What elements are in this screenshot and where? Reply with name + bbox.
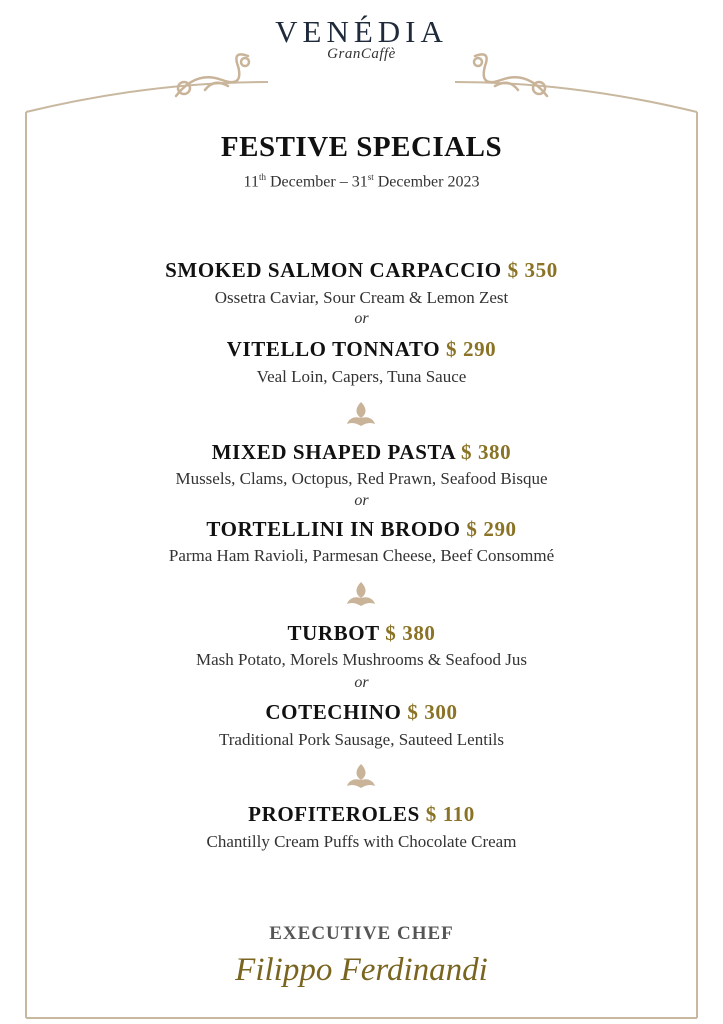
fleur-flourish-icon [345, 400, 377, 428]
chef-signature: Filippo Ferdinandi [235, 952, 488, 988]
or-separator: or [354, 674, 369, 691]
chef-label: EXECUTIVE CHEF [269, 923, 454, 944]
menu-item-description: Ossetra Caviar, Sour Cream & Lemon Zest [214, 288, 509, 307]
menu-item-description: Traditional Pork Sausage, Sauteed Lentils [218, 730, 505, 749]
menu-item-description: Parma Ham Ravioli, Parmesan Cheese, Beef Consommé [168, 546, 555, 565]
menu-item-description: Mash Potato, Morels Mushrooms & Seafood Jus [195, 650, 528, 669]
menu-item-price: $ 300 [407, 700, 458, 724]
menu-item-price: $ 110 [425, 802, 475, 826]
fleur-flourish-icon [345, 580, 377, 608]
menu-item-title: MIXED SHAPED PASTA $ 380 [211, 440, 512, 464]
menu-title: FESTIVE SPECIALS [220, 131, 503, 163]
fleur-flourish-icon [345, 762, 377, 790]
menu-item-title: PROFITEROLES $ 110 [248, 802, 475, 826]
menu-item-title: TORTELLINI IN BRODO $ 290 [206, 517, 517, 541]
brand-subtitle: GranCaffè [327, 46, 396, 62]
menu-item-price: $ 290 [466, 517, 517, 541]
or-separator: or [354, 492, 369, 509]
menu-dates: 11th December – 31st December 2023 [243, 172, 480, 191]
menu-item-price: $ 380 [385, 621, 436, 645]
brand-name: VENÉDIA [275, 14, 448, 49]
menu-item-description: Chantilly Cream Puffs with Chocolate Cream [206, 832, 517, 851]
menu-item-title: VITELLO TONNATO $ 290 [226, 337, 497, 361]
menu-item-title: TURBOT $ 380 [287, 621, 436, 645]
menu-item-price: $ 290 [446, 337, 497, 361]
or-separator: or [354, 310, 369, 327]
menu-item-title: SMOKED SALMON CARPACCIO $ 350 [165, 258, 558, 282]
menu-item-price: $ 350 [507, 258, 558, 282]
menu-item-title: COTECHINO $ 300 [265, 700, 458, 724]
brand-header [0, 14, 723, 63]
menu-item-description: Mussels, Clams, Octopus, Red Prawn, Seafood Bisque [175, 469, 548, 488]
menu-item-price: $ 380 [461, 440, 512, 464]
menu-item-description: Veal Loin, Capers, Tuna Sauce [256, 367, 467, 386]
